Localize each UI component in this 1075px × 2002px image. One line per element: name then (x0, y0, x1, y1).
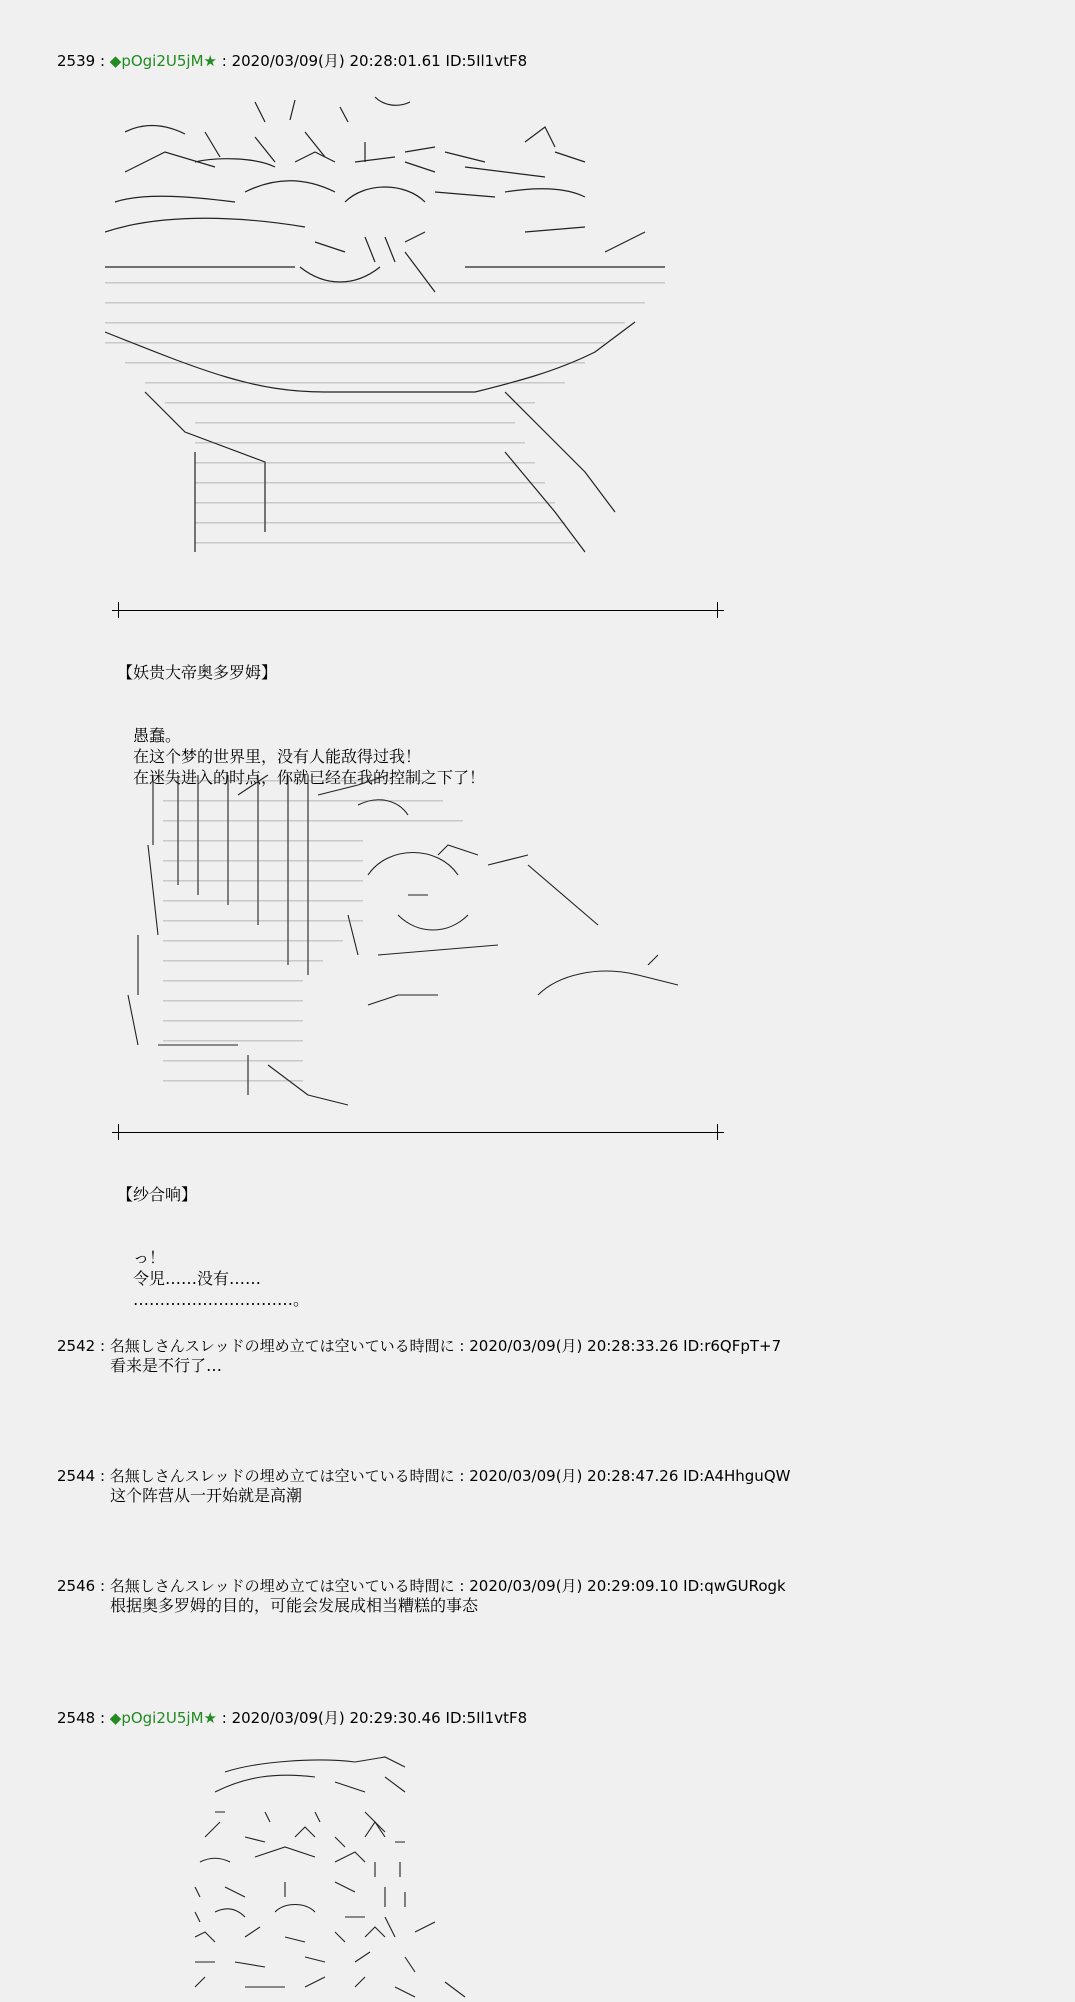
star-icon: ★ (203, 52, 217, 70)
diamond-icon: ◆ (109, 52, 122, 70)
dialogue-text: っ！ 令児……没有…… …………………………。 (133, 1248, 310, 1309)
diamond-icon: ◆ (109, 1709, 122, 1727)
post-id[interactable]: ID:A4HhguQW (683, 1467, 791, 1485)
post-date: 2020/03/09(月) 20:29:30.46 (231, 1709, 441, 1727)
post-header: 2546 : 名無しさんスレッドの埋め立ては空いている時間に : 2020/03/09(月) 20:29:09.10 ID:qwGURogk (57, 1577, 786, 1595)
post-number[interactable]: 2546 (57, 1577, 96, 1595)
post-number[interactable]: 2544 (57, 1467, 96, 1485)
post-header: 2542 : 名無しさんスレッドの埋め立ては空いている時間に : 2020/03/09(月) 20:28:33.26 ID:r6QFpT+7 (57, 1337, 782, 1355)
speaker-label: 【妖贵大帝奥多罗姆】 (117, 663, 278, 682)
poster-name: 名無しさんスレッドの埋め立ては空いている時間に (109, 1577, 455, 1595)
speaker-label: 【纱合响】 (117, 1185, 198, 1204)
ascii-art-character (185, 1752, 505, 2002)
post-header: 2539 : ◆pOgi2U5jM★ : 2020/03/09(月) 20:28:01.61 ID:5Il1vtF8 (57, 52, 528, 70)
post-number[interactable]: 2539 (57, 52, 96, 70)
post-body: 这个阵营从一开始就是高潮 (110, 1486, 303, 1505)
post-body: 根据奥多罗姆的目的，可能会发展成相当糟糕的事态 (110, 1596, 479, 1615)
post-date: 2020/03/09(月) 20:29:09.10 (469, 1577, 679, 1595)
post-id[interactable]: ID:5Il1vtF8 (445, 52, 528, 70)
post-id[interactable]: ID:r6QFpT+7 (683, 1337, 782, 1355)
scene-caption (117, 1142, 309, 1352)
poster-name: 名無しさんスレッドの埋め立ては空いている時間に (109, 1467, 455, 1485)
dialogue-text: 愚蠢。 在这个梦的世界里，没有人能敌得过我！ 在迷失进入的时点，你就已经在我的控制之下了！ (133, 726, 486, 787)
poster-trip: pOgi2U5jM (121, 1709, 204, 1727)
ascii-art-girl (108, 765, 728, 1125)
post-id[interactable]: ID:qwGURogk (683, 1577, 786, 1595)
post-header: 2548 : ◆pOgi2U5jM★ : 2020/03/09(月) 20:29:30.46 ID:5Il1vtF8 (57, 1709, 528, 1727)
star-icon: ★ (203, 1709, 217, 1727)
post-number[interactable]: 2548 (57, 1709, 96, 1727)
post-date: 2020/03/09(月) 20:28:33.26 (469, 1337, 679, 1355)
post-date: 2020/03/09(月) 20:28:01.61 (231, 52, 441, 70)
post-body: 看来是不行了… (110, 1356, 223, 1375)
poster-name: 名無しさんスレッドの埋め立ては空いている時間に (109, 1337, 455, 1355)
scene-divider (112, 1132, 724, 1133)
poster-trip: pOgi2U5jM (121, 52, 204, 70)
post-id[interactable]: ID:5Il1vtF8 (445, 1709, 528, 1727)
scene-divider (112, 610, 724, 611)
post-header: 2544 : 名無しさんスレッドの埋め立ては空いている時間に : 2020/03/09(月) 20:28:47.26 ID:A4HhguQW (57, 1467, 791, 1485)
post-date: 2020/03/09(月) 20:28:47.26 (469, 1467, 679, 1485)
ascii-art-boss (105, 92, 765, 592)
post-number[interactable]: 2542 (57, 1337, 96, 1355)
